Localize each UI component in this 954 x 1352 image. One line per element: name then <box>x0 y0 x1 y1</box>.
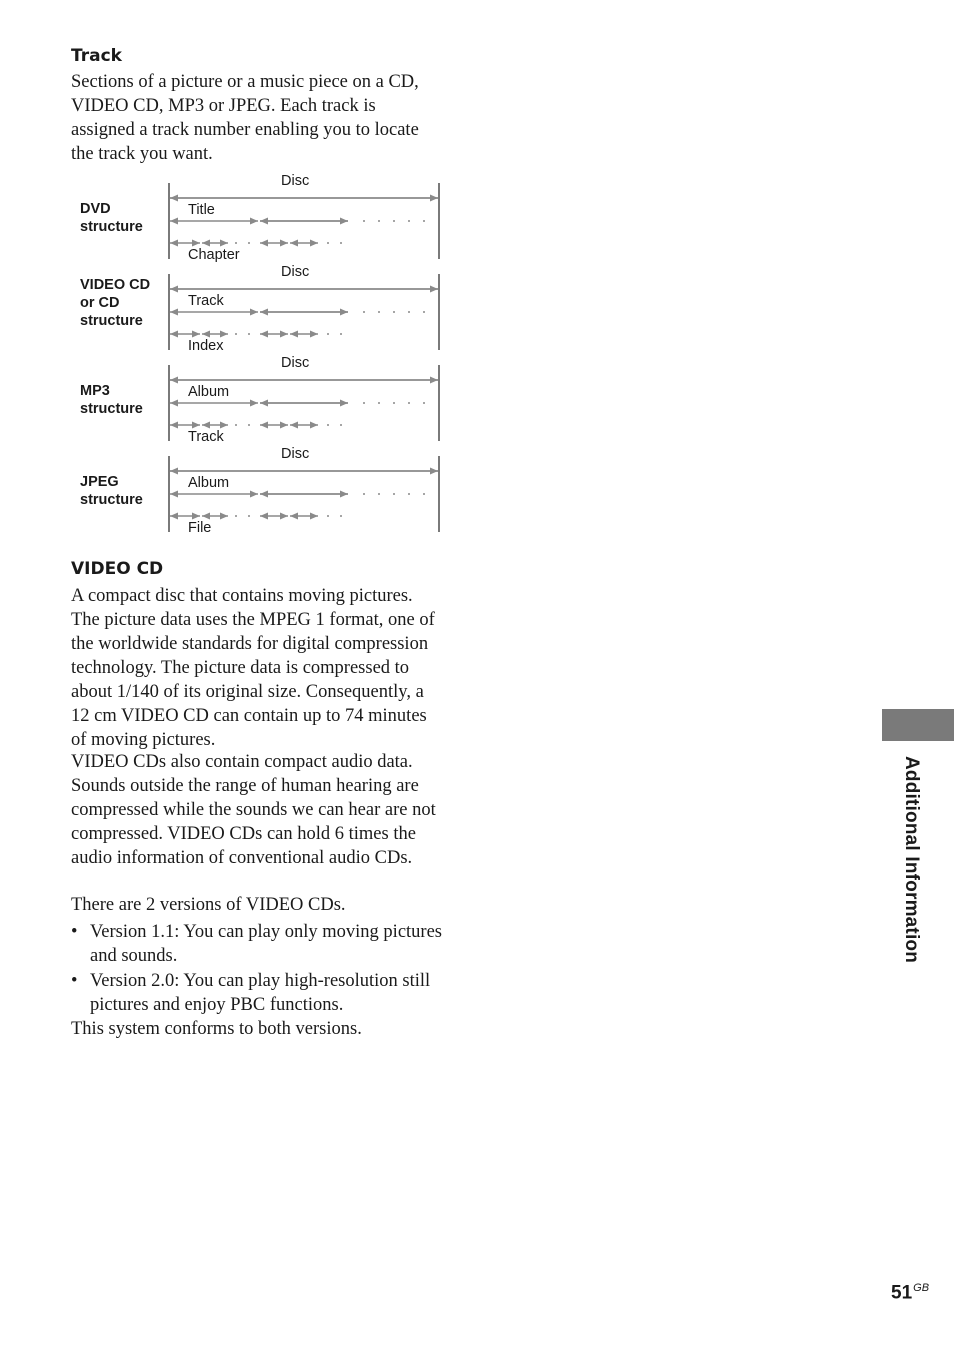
videocd-paragraph-2: VIDEO CDs also contain compact audio data. Sounds outside the range of human hearing are compressed while the sounds we can hear are not compressed. VIDEO CDs can hold 6 times the audio information of conventional audio CDs. <box>71 752 436 868</box>
block-3-middle-seg-2-arrow-left <box>260 400 268 407</box>
block-4-bottom-seg-4-arrow-left <box>290 513 298 520</box>
version-item-2: • Version 2.0: You can play high-resolution still pictures and enjoy PBC functions. <box>71 969 443 1017</box>
block-1-middle-ellipsis-dot-0 <box>363 220 365 222</box>
page-number-value: 51 <box>891 1282 913 1304</box>
videocd-closing: This system conforms to both versions. <box>71 1019 362 1039</box>
block-3-bottom-seg-1-arrow-right <box>192 422 200 429</box>
page-number <box>891 1282 929 1304</box>
block-3-bottom-seg-2-arrow-right <box>220 422 228 429</box>
version-list <box>71 920 443 1018</box>
page-number-suffix: GB <box>913 1282 930 1294</box>
block-2-middle-seg-1-arrow-left <box>170 309 178 316</box>
block-2-bottom-label: Index <box>188 338 224 354</box>
block-2-bottom-ellipsis-dot-1 <box>340 333 342 335</box>
block-4-bottom-label: File <box>188 520 212 536</box>
block-1-middle-seg-1-arrow-left <box>170 218 178 225</box>
block-1-middle-ellipsis-dot-4 <box>423 220 425 222</box>
block-4-bottom-seg-1-arrow-right <box>192 513 200 520</box>
block-2-disc-span-arrow-left <box>170 286 178 293</box>
block-4-bottom-seg-4-arrow-right <box>310 513 318 520</box>
block-3-middle-label: Album <box>188 384 230 400</box>
block-1-bottom-ellipsis-dot-0 <box>327 242 329 244</box>
block-3-bottom-seg-4-arrow-right <box>310 422 318 429</box>
block-4-disc-span-arrow-right <box>430 468 438 475</box>
block-4-middle-seg-1-arrow-left <box>170 491 178 498</box>
block-2-bottom-seg-2-arrow-right <box>220 331 228 338</box>
block-4-bottom-seg-2-arrow-left <box>202 513 210 520</box>
videocd-heading: VIDEO CD <box>71 559 164 579</box>
block-2-middle-ellipsis-dot-2 <box>393 311 395 313</box>
block-3-name-line-2: structure <box>80 401 143 417</box>
block-1-bottom-seg-3-arrow-right <box>280 240 288 247</box>
block-4-name-line-2: structure <box>80 492 143 508</box>
block-3-middle-ellipsis-dot-2 <box>393 402 395 404</box>
block-3-middle-ellipsis-dot-1 <box>378 402 380 404</box>
block-2-disc-span-arrow-right <box>430 286 438 293</box>
block-1-bottom-seg-1-arrow-right <box>192 240 200 247</box>
block-3-middle-ellipsis-dot-3 <box>408 402 410 404</box>
block-3-name-line-1: MP3 <box>80 383 110 399</box>
block-4-middle-ellipsis-dot-0 <box>363 493 365 495</box>
block-1-bottom-gap-dot-1 <box>248 242 250 244</box>
block-3-bottom-seg-3-arrow-right <box>280 422 288 429</box>
block-4-bottom-seg-3-arrow-left <box>260 513 268 520</box>
block-1-middle-label: Title <box>188 202 215 218</box>
block-2-middle-ellipsis-dot-4 <box>423 311 425 313</box>
block-3-middle-seg-2-arrow-right <box>340 400 348 407</box>
block-2-bottom-seg-4-arrow-left <box>290 331 298 338</box>
block-2-middle-seg-1-arrow-right <box>250 309 258 316</box>
block-2-name-line-2: or CD <box>80 295 120 311</box>
block-2-bottom-gap-dot-0 <box>235 333 237 335</box>
block-3-bottom-seg-4-arrow-left <box>290 422 298 429</box>
block-3-bottom-gap-dot-0 <box>235 424 237 426</box>
videocd-paragraph-1: A compact disc that contains moving pictures. The picture data uses the MPEG 1 format, one of the worldwide standards for digital compression technology. The picture data is compressed to about 1/140 of its original size. Consequently, a 12 cm VIDEO CD can contain up to 74 minutes of moving pictures. <box>71 586 435 750</box>
videocd-paragraph-3: There are 2 versions of VIDEO CDs. <box>71 895 346 915</box>
block-1-bottom-ellipsis-dot-1 <box>340 242 342 244</box>
block-2-bottom-ellipsis-dot-0 <box>327 333 329 335</box>
block-4-middle-ellipsis-dot-2 <box>393 493 395 495</box>
block-2-bottom-seg-2-arrow-left <box>202 331 210 338</box>
block-3-middle-seg-1-arrow-left <box>170 400 178 407</box>
block-3-bottom-ellipsis-dot-1 <box>340 424 342 426</box>
block-1-bottom-seg-2-arrow-right <box>220 240 228 247</box>
block-1-middle-seg-2-arrow-left <box>260 218 268 225</box>
block-2-middle-seg-2-arrow-right <box>340 309 348 316</box>
block-3-middle-ellipsis-dot-0 <box>363 402 365 404</box>
block-1-name-line-1: DVD <box>80 201 111 217</box>
block-1-disc-span-arrow-right <box>430 195 438 202</box>
block-4-disc-span-arrow-left <box>170 468 178 475</box>
block-4-bottom-seg-1-arrow-left <box>170 513 178 520</box>
block-1-middle-ellipsis-dot-3 <box>408 220 410 222</box>
block-2-name-line-1: VIDEO CD <box>80 277 151 293</box>
block-4-middle-ellipsis-dot-3 <box>408 493 410 495</box>
block-3-middle-seg-1-arrow-right <box>250 400 258 407</box>
section-tab-label: Additional Information <box>901 756 922 964</box>
block-1-bottom-seg-4-arrow-left <box>290 240 298 247</box>
block-1-middle-seg-2-arrow-right <box>340 218 348 225</box>
block-2-name-line-3: structure <box>80 313 143 329</box>
block-1-middle-ellipsis-dot-1 <box>378 220 380 222</box>
block-2-bottom-seg-3-arrow-right <box>280 331 288 338</box>
structure-diagram <box>0 0 954 560</box>
block-2-middle-ellipsis-dot-3 <box>408 311 410 313</box>
block-4-middle-seg-1-arrow-right <box>250 491 258 498</box>
block-1-bottom-seg-4-arrow-right <box>310 240 318 247</box>
block-3-bottom-seg-1-arrow-left <box>170 422 178 429</box>
block-1-bottom-gap-dot-0 <box>235 242 237 244</box>
block-3-bottom-seg-2-arrow-left <box>202 422 210 429</box>
block-4-middle-label: Album <box>188 475 230 491</box>
block-4-bottom-gap-dot-0 <box>235 515 237 517</box>
block-4-middle-seg-2-arrow-right <box>340 491 348 498</box>
block-2-bottom-seg-3-arrow-left <box>260 331 268 338</box>
block-3-middle-ellipsis-dot-4 <box>423 402 425 404</box>
block-4-bottom-gap-dot-1 <box>248 515 250 517</box>
block-4-top-label: Disc <box>281 446 310 462</box>
block-4-bottom-seg-3-arrow-right <box>280 513 288 520</box>
block-2-middle-label: Track <box>188 293 224 309</box>
block-2-bottom-seg-1-arrow-right <box>192 331 200 338</box>
block-1-middle-seg-1-arrow-right <box>250 218 258 225</box>
block-4-bottom-seg-2-arrow-right <box>220 513 228 520</box>
block-1-name-line-2: structure <box>80 219 143 235</box>
block-1-bottom-seg-1-arrow-left <box>170 240 178 247</box>
block-4-middle-ellipsis-dot-4 <box>423 493 425 495</box>
block-1-top-label: Disc <box>281 173 310 189</box>
block-2-middle-ellipsis-dot-1 <box>378 311 380 313</box>
block-4-middle-seg-2-arrow-left <box>260 491 268 498</box>
block-2-top-label: Disc <box>281 264 310 280</box>
block-1-bottom-seg-3-arrow-left <box>260 240 268 247</box>
track-heading: Track <box>71 46 122 66</box>
block-3-bottom-seg-3-arrow-left <box>260 422 268 429</box>
block-2-middle-ellipsis-dot-0 <box>363 311 365 313</box>
block-3-top-label: Disc <box>281 355 310 371</box>
block-3-disc-span-arrow-left <box>170 377 178 384</box>
block-4-bottom-ellipsis-dot-1 <box>340 515 342 517</box>
block-4-name-line-1: JPEG <box>80 474 119 490</box>
block-4-bottom-ellipsis-dot-0 <box>327 515 329 517</box>
block-3-bottom-ellipsis-dot-0 <box>327 424 329 426</box>
block-4-middle-ellipsis-dot-1 <box>378 493 380 495</box>
block-3-disc-span-arrow-right <box>430 377 438 384</box>
block-2-bottom-seg-1-arrow-left <box>170 331 178 338</box>
block-2-bottom-gap-dot-1 <box>248 333 250 335</box>
block-1-bottom-seg-2-arrow-left <box>202 240 210 247</box>
track-description: Sections of a picture or a music piece on a CD, VIDEO CD, MP3 or JPEG. Each track is assigned a track number enabling you to locate the track you want. <box>71 72 419 164</box>
block-1-bottom-label: Chapter <box>188 247 240 263</box>
block-1-disc-span-arrow-left <box>170 195 178 202</box>
block-3-bottom-gap-dot-1 <box>248 424 250 426</box>
block-1-middle-ellipsis-dot-2 <box>393 220 395 222</box>
block-2-middle-seg-2-arrow-left <box>260 309 268 316</box>
block-2-bottom-seg-4-arrow-right <box>310 331 318 338</box>
section-tab-marker <box>882 709 954 741</box>
block-3-bottom-label: Track <box>188 429 224 445</box>
version-item-1: • Version 1.1: You can play only moving pictures and sounds. <box>71 920 443 968</box>
